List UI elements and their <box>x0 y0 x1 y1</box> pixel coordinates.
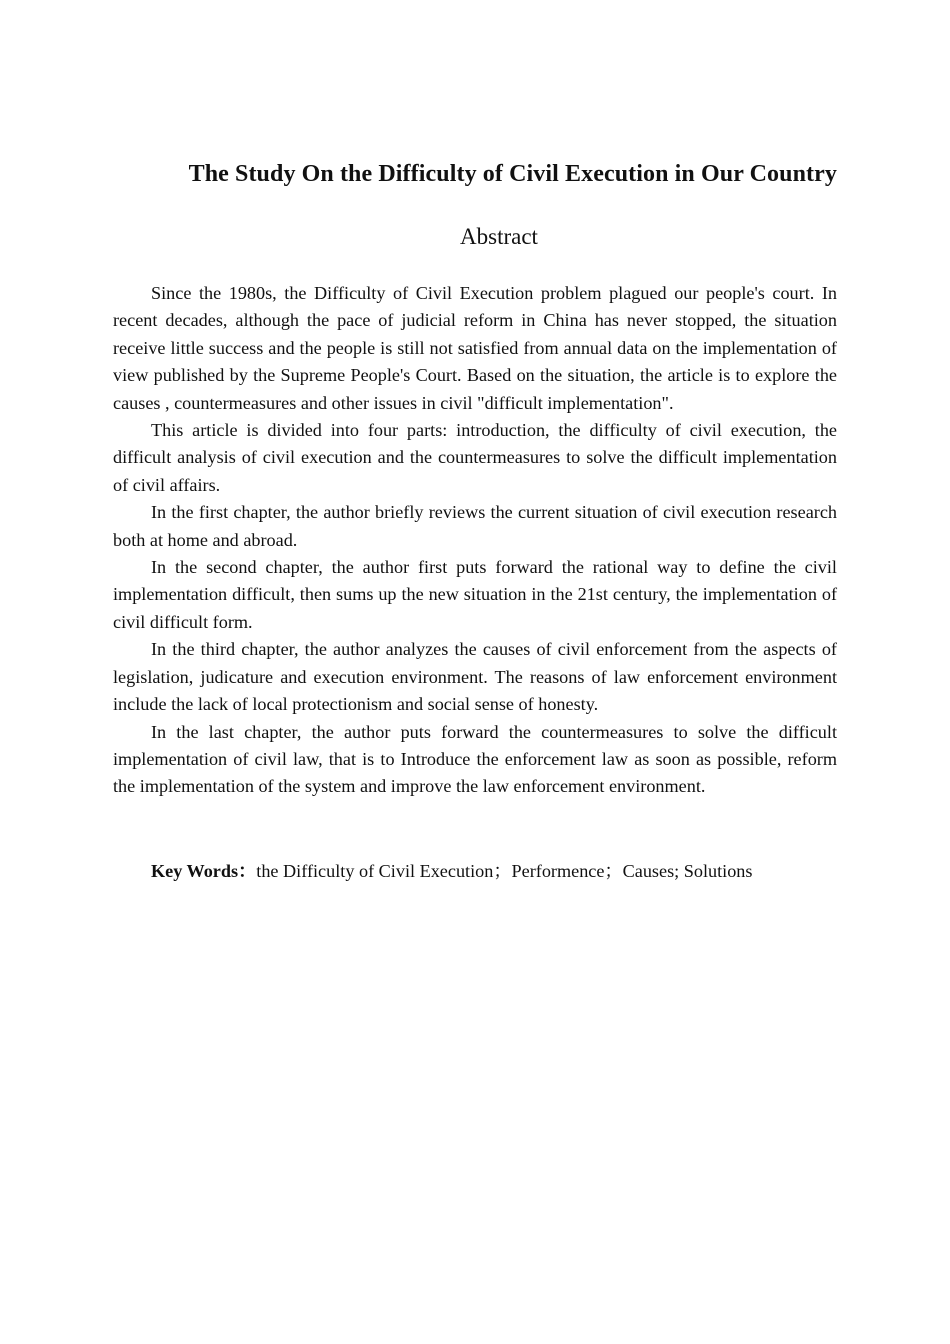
abstract-paragraph: In the second chapter, the author first puts forward the rational way to define the civil implementation difficult, then sums up the new situation in the 21st century, the implementation of civil difficult form. <box>113 557 837 632</box>
section-heading-abstract: Abstract <box>460 224 538 249</box>
abstract-paragraph: In the first chapter, the author briefly reviews the current situation of civil execution research both at home and abroad. <box>113 502 837 550</box>
keywords-line <box>151 858 752 885</box>
abstract-paragraph: In the last chapter, the author puts forward the countermeasures to solve the difficult implementation of civil law, that is to Introduce the enforcement law as soon as possible, reform the implementation of the system and improve the law enforcement environment. <box>113 721 837 797</box>
keywords-label: Key Words： <box>151 861 257 881</box>
keywords-text: the Difficulty of Civil Execution；Performence；Causes; Solutions <box>256 861 753 881</box>
abstract-paragraph: In the third chapter, the author analyzes the causes of civil enforcement from the aspects of legislation, judicature and execution environment. The reasons of law enforcement environment include the lack of local protectionism and social sense of honesty. <box>113 639 837 715</box>
document-title: The Study On the Difficulty of Civil Execution in Our Country <box>188 161 837 187</box>
abstract-body <box>113 280 837 801</box>
abstract-paragraph: This article is divided into four parts: introduction, the difficulty of civil execution, the difficult analysis of civil execution and the countermeasures to solve the difficult implementation of civil affairs. <box>113 420 837 495</box>
abstract-paragraph: Since the 1980s, the Difficulty of Civil Execution problem plagued our people's court. In recent decades, although the pace of judicial reform in China has never stopped, the situation receive little success and the people is still not satisfied from annual data on the implementation of view published by the Supreme People's Court. Based on the situation, the article is to explore the causes , countermeasures and other issues in civil "difficult implementation". <box>113 283 837 413</box>
